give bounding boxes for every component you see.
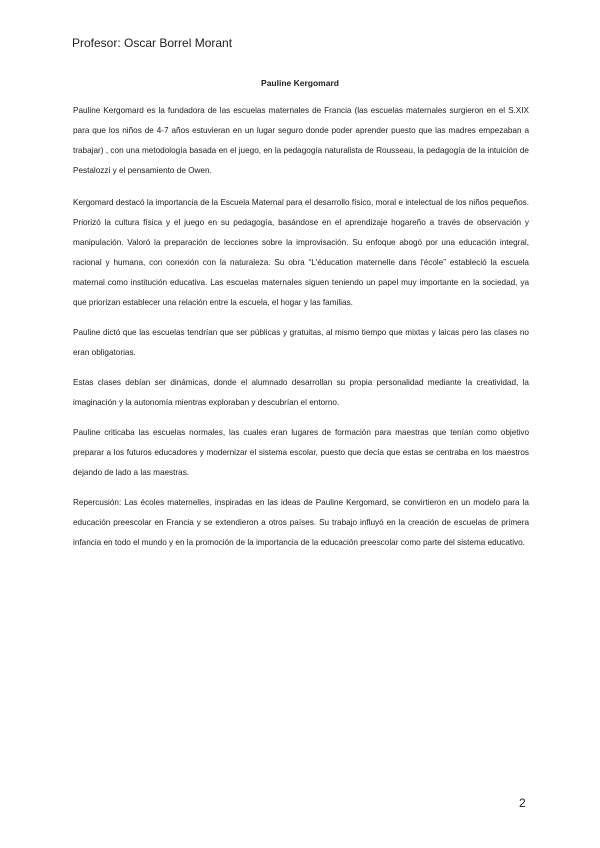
paragraph-normal-schools: Pauline criticaba las escuelas normales, las cuales eran lugares de formación para maestras que tenían como objetivo preparar a los futuros educadores y modernizar el sistema escolar, puesto que decía que estas se centraba en los maestros dejando de lado a las maestras.: [73, 428, 529, 477]
document-body: [73, 101, 529, 563]
paragraph-dynamic-classes: Estas clases debían ser dinámicas, donde el alumnado desarrollan su propia personalidad mediante la creatividad, la imaginación y la autonomía mientras exploraban y descubrían el entorno.: [73, 378, 529, 407]
document-title: Pauline Kergomard: [261, 78, 339, 88]
paragraph-public-schools: Pauline dictó que las escuelas tendrían que ser públicas y gratuitas, al mismo tiempo que mixtas y laicas pero las clases no eran obligatorias.: [73, 328, 529, 357]
page-number: 2: [519, 796, 526, 810]
paragraph-repercussion: Repercusión: Las écoles maternelles, inspiradas en las ideas de Pauline Kergomard, se convirtieron en un modelo para la educación preescolar en Francia y se extendieron a otros países. Su trabajo influyó en la creación de escuelas de primera infancia en todo el mundo y en la promoción de la importancia de la educación preescolar como parte del sistema educativo.: [73, 498, 529, 547]
paragraph-importance: Kergomard destacó la importancia de la Escuela Maternal para el desarrollo físico, moral e intelectual de los niños pequeños. Priorizó la cultura física y el juego en su pedagogía, basándose en el aprendizaje hogareño a través de observación y manipulación. Valoró la preparación de lecciones sobre la improvisación. Su enfoque abogó por una educación integral, racional y humana, con conexión con la naturaleza. Su obra “L'éducation maternelle dans l'école” estableció la escuela maternal como institución educativa. Las escuelas maternales siguen teniendo un papel muy importante en la sociedad, ya que priorizan establecer una relación entre la escuela, el hogar y las familias.: [73, 198, 529, 307]
paragraph-intro: Pauline Kergomard es la fundadora de las escuelas maternales de Francia (las escuelas maternales surgieron en el S.XIX para que los niños de 4-7 años estuvieran en un lugar seguro donde poder aprender puesto que las madres empezaban a trabajar) , con una metodología basada en el juego, en la pedagogía naturalista de Rousseau, la pedagogía de la intuición de Pestalozzi y el pensamiento de Owen.: [73, 106, 529, 175]
page-header-author: Profesor: Oscar Borrel Morant: [72, 36, 233, 50]
